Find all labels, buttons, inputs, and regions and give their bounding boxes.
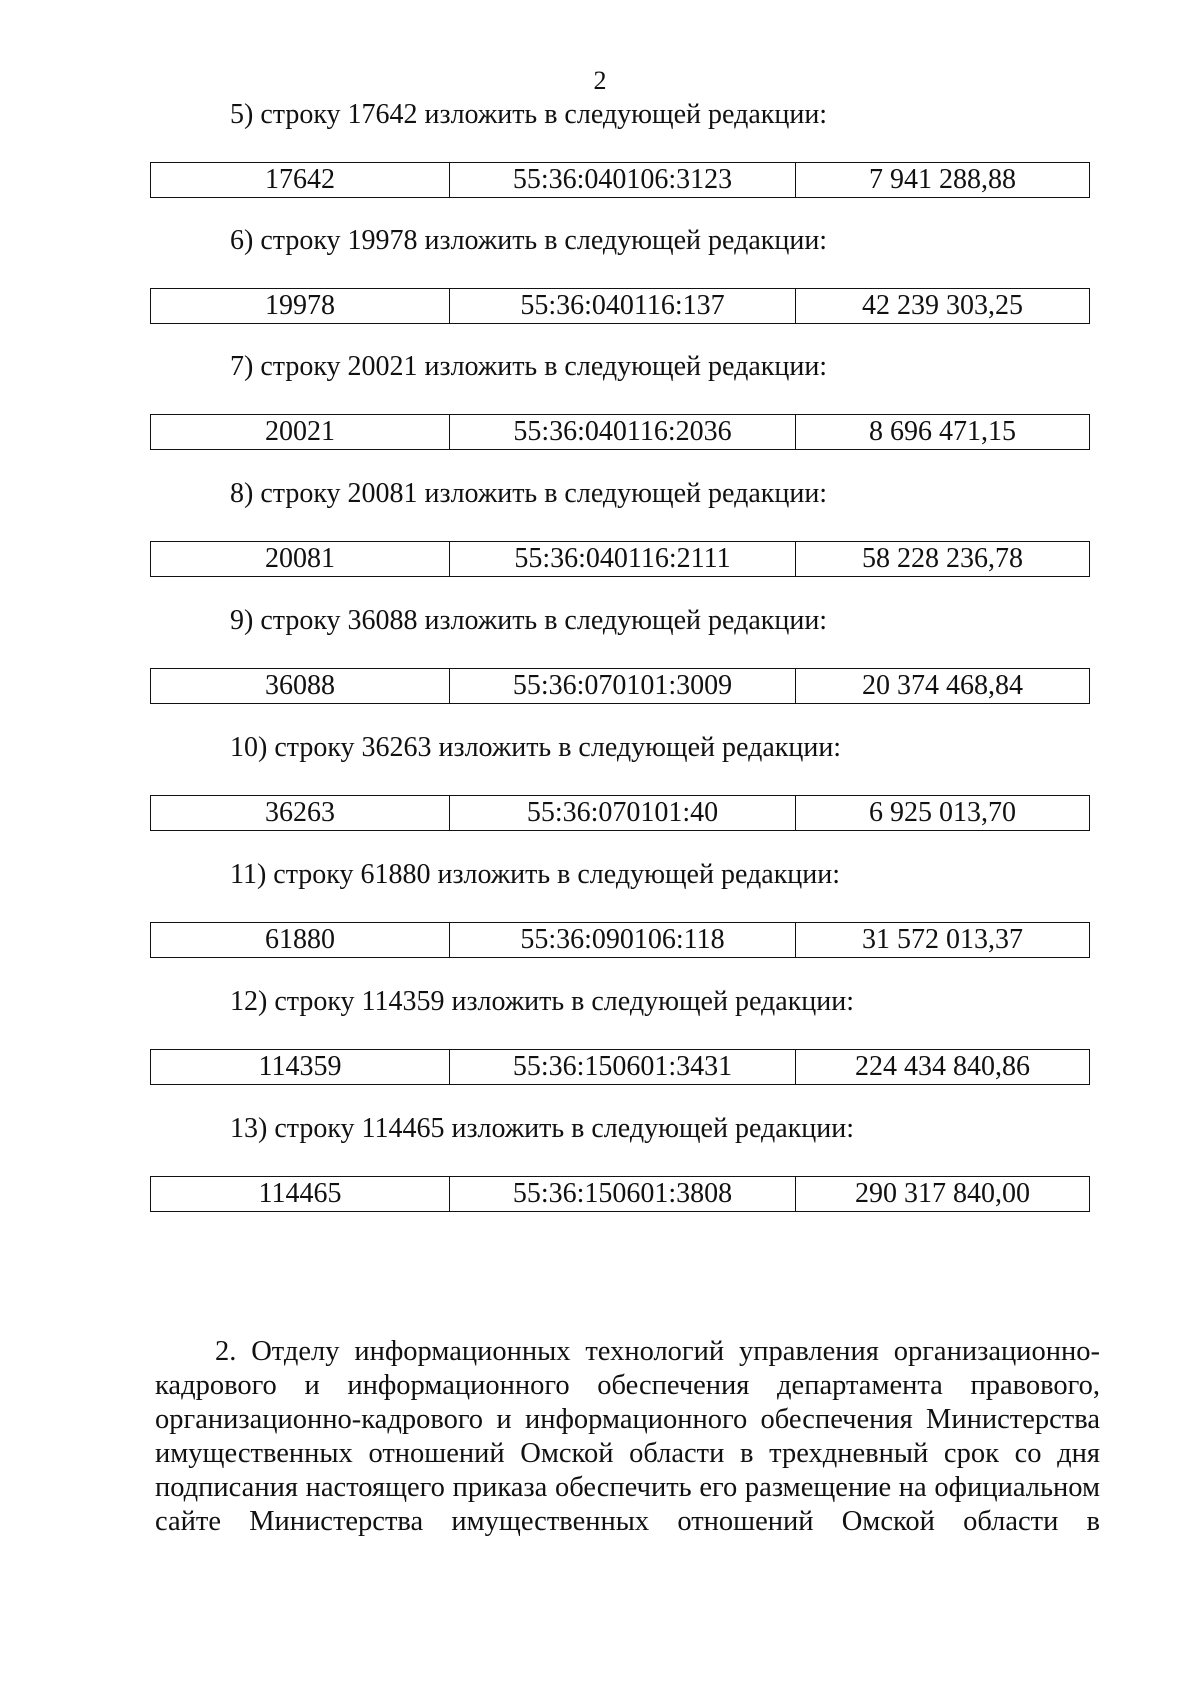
amendment-table bbox=[150, 541, 1090, 577]
amendment-table bbox=[150, 414, 1090, 450]
cadastral-number-cell: 55:36:040116:137 bbox=[450, 289, 796, 323]
row-number-cell: 36263 bbox=[151, 796, 450, 830]
cadastral-number-cell: 55:36:150601:3808 bbox=[450, 1177, 796, 1211]
paragraph-line: сайте Министерства имущественных отношений Омской области в bbox=[155, 1506, 1100, 1537]
paragraph-2 bbox=[155, 1335, 1100, 1539]
row-number-cell: 36088 bbox=[151, 669, 450, 703]
cadastral-number-cell: 55:36:090106:118 bbox=[450, 923, 796, 957]
amendment-block bbox=[150, 604, 1090, 704]
cadastral-value-cell: 290 317 840,00 bbox=[855, 1178, 1030, 1209]
amendment-title: 5) строку 17642 изложить в следующей редакции: bbox=[230, 99, 828, 130]
row-number-cell: 61880 bbox=[151, 923, 450, 957]
amendment-block bbox=[150, 985, 1090, 1085]
paragraph-line: подписания настоящего приказа обеспечить его размещение на официальном bbox=[155, 1472, 1100, 1503]
amendment-title: 13) строку 114465 изложить в следующей редакции: bbox=[230, 1113, 855, 1144]
cadastral-number-cell: 55:36:070101:3009 bbox=[450, 669, 796, 703]
cadastral-number-cell: 55:36:040116:2111 bbox=[450, 542, 796, 576]
row-number-cell: 114359 bbox=[151, 1050, 450, 1084]
amendment-title: 8) строку 20081 изложить в следующей редакции: bbox=[230, 478, 828, 509]
amendment-block bbox=[150, 350, 1090, 450]
row-number-cell: 20081 bbox=[151, 542, 450, 576]
amendment-table bbox=[150, 1176, 1090, 1212]
amendment-title: 12) строку 114359 изложить в следующей редакции: bbox=[230, 986, 855, 1017]
paragraph-line: кадрового и информационного обеспечения департамента правового, bbox=[155, 1370, 1100, 1401]
paragraph-line: 2. Отделу информационных технологий управления организационно- bbox=[215, 1336, 1100, 1367]
cadastral-value-cell: 7 941 288,88 bbox=[869, 164, 1016, 195]
row-number-cell: 17642 bbox=[151, 163, 450, 197]
amendment-title: 6) строку 19978 изложить в следующей редакции: bbox=[230, 225, 828, 256]
amendment-title: 9) строку 36088 изложить в следующей редакции: bbox=[230, 605, 828, 636]
cadastral-number-cell: 55:36:040116:2036 bbox=[450, 415, 796, 449]
cadastral-value-cell: 6 925 013,70 bbox=[869, 797, 1016, 828]
amendment-title: 10) строку 36263 изложить в следующей редакции: bbox=[230, 732, 842, 763]
amendment-table bbox=[150, 162, 1090, 198]
amendment-table bbox=[150, 1049, 1090, 1085]
cadastral-number-cell: 55:36:150601:3431 bbox=[450, 1050, 796, 1084]
cadastral-value-cell: 224 434 840,86 bbox=[855, 1051, 1030, 1082]
cadastral-value-cell: 20 374 468,84 bbox=[862, 670, 1023, 701]
paragraph-line: организационно-кадрового и информационного обеспечения Министерства bbox=[155, 1404, 1100, 1435]
cadastral-value-cell: 8 696 471,15 bbox=[869, 416, 1016, 447]
amendment-block bbox=[150, 1112, 1090, 1212]
amendment-block bbox=[150, 98, 1090, 198]
amendment-block bbox=[150, 224, 1090, 324]
cadastral-number-cell: 55:36:070101:40 bbox=[450, 796, 796, 830]
row-number-cell: 20021 bbox=[151, 415, 450, 449]
amendment-table bbox=[150, 288, 1090, 324]
amendment-table bbox=[150, 795, 1090, 831]
amendment-title: 7) строку 20021 изложить в следующей редакции: bbox=[230, 351, 828, 382]
page-number: 2 bbox=[593, 66, 607, 95]
amendment-table bbox=[150, 668, 1090, 704]
amendment-block bbox=[150, 858, 1090, 958]
paragraph-line: имущественных отношений Омской области в трехдневный срок со дня bbox=[155, 1438, 1100, 1469]
amendment-table bbox=[150, 922, 1090, 958]
cadastral-number-cell: 55:36:040106:3123 bbox=[450, 163, 796, 197]
amendment-block bbox=[150, 731, 1090, 831]
amendment-title: 11) строку 61880 изложить в следующей редакции: bbox=[230, 859, 841, 890]
cadastral-value-cell: 58 228 236,78 bbox=[862, 543, 1023, 574]
cadastral-value-cell: 31 572 013,37 bbox=[862, 924, 1023, 955]
row-number-cell: 19978 bbox=[151, 289, 450, 323]
amendment-block bbox=[150, 477, 1090, 577]
cadastral-value-cell: 42 239 303,25 bbox=[862, 290, 1023, 321]
row-number-cell: 114465 bbox=[151, 1177, 450, 1211]
